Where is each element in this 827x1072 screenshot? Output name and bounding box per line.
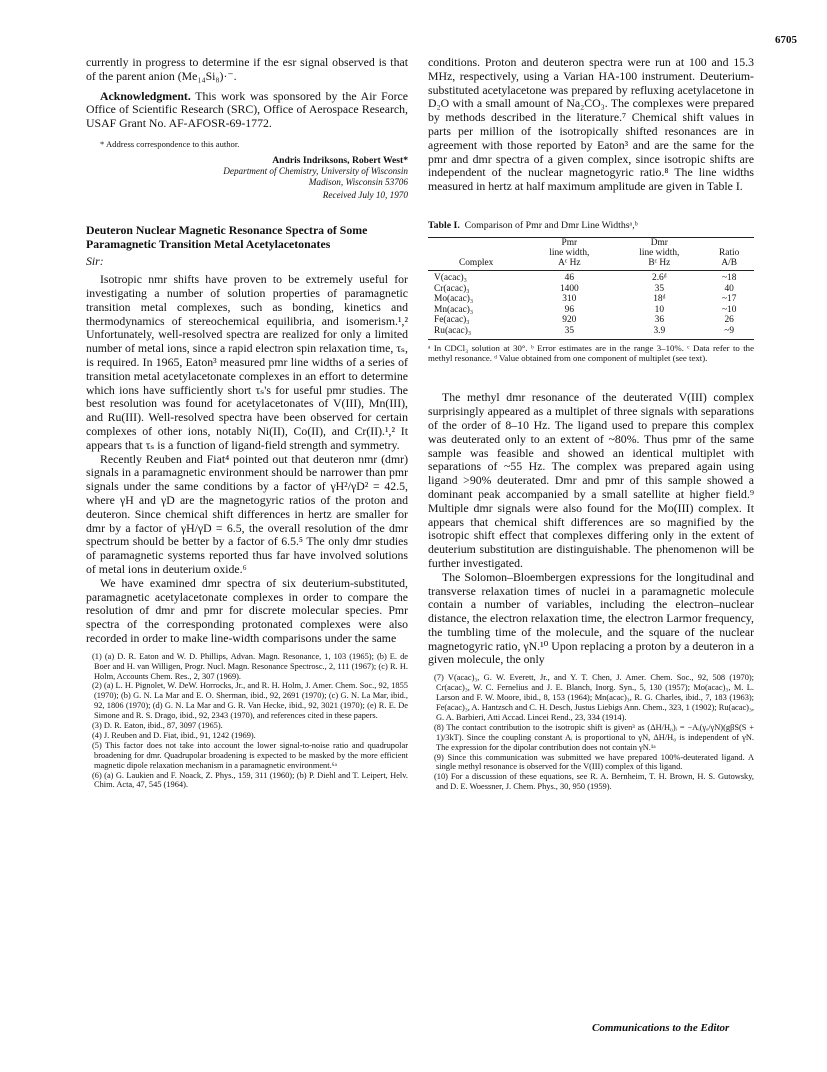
left-references xyxy=(86,652,408,791)
salutation: Sir: xyxy=(86,254,104,269)
table-cell: 96 xyxy=(564,304,574,315)
right-references xyxy=(428,673,754,792)
table-head xyxy=(428,248,524,258)
journal-section-footer: Communications to the Editor xyxy=(592,1022,730,1034)
table-label: Table I. xyxy=(428,219,460,231)
body-paragraph-4: The methyl dmr resonance of the deuterated V(III) complex surprisingly appeared as a multiplet of three signals with separations of the order of 8–10 Hz. The ligand used to prepare this complex was deuterated only to an extent of ~80%. Thus pmr of the same sample was feasible and showed an identical multiplet with separations of ~55 Hz. The complex was prepared again using ligand >90% deuterated. Dmr and pmr of this sample showed a dominant peak accompanied by a small satellite at higher field.⁹ Multiple dmr signals were also found for the Mo(III) complex. It appears that chemical shift differences are so magnified by the isotropic shift effect that complexes differing only in the extent of deuterium substitution are distinguishable. The phenomenon will be further investigated. xyxy=(428,390,754,570)
table-cell: 35 xyxy=(654,283,665,294)
table-head: line width, xyxy=(639,247,680,258)
reference-5: (5) This factor does not take into account the lower signal-to-noise ratio and quadrupolar broadening for dmr. Quadrupolar broadening is expected to be masked by the more efficient magnetic dipole relaxation mechanism in a paramagnetic environment.⁶ᵃ xyxy=(92,740,408,770)
table-cell: 36 xyxy=(654,315,665,326)
table-cell: ~9 xyxy=(704,326,754,339)
reference-7: (7) V(acac)₃, G. W. Everett, Jr., and Y. T. Chen, J. Amer. Chem. Soc., 92, 508 (1970); Cr(acac)₃, W. C. Fernelius and J. E. Blanch, Inorg. Syn., 5, 130 (1957); Mo(acac)₃, M. L. Larson and F. W. Moore, ibid., 8, 153 (1964); Mn(acac)₃, R. G. Charles, ibid., 7, 183 (1963); Fe(acac)₃, A. Hantzsch and C. H. Desch, Justus Liebigs Ann. Chem., 323, 1 (1902); Ru(acac)₃, G. A. Barbieri, Atti Accad. Lincei Rend., 23, 334 (1914). xyxy=(434,673,754,722)
table-head: A/B xyxy=(704,258,754,271)
table-row xyxy=(428,294,754,305)
table-head: Aᶜ Hz xyxy=(524,258,614,271)
ack-label: Acknowledgment. xyxy=(100,88,191,103)
table-row xyxy=(428,284,754,295)
table-cell: ~10 xyxy=(721,304,737,315)
table-head: Dmr xyxy=(614,237,704,248)
reference-9: (9) Since this communication was submitted we have prepared 100%-deuterated ligand. A single methyl resonance is observed for the V(III) complex of this ligand. xyxy=(434,752,754,772)
table-head xyxy=(428,237,524,248)
table-cell: 3.9 xyxy=(614,326,704,339)
address-note: * Address correspondence to this author. xyxy=(100,138,240,149)
left-column xyxy=(86,56,408,790)
body-paragraph-2: Recently Reuben and Fiat⁴ pointed out that deuteron nmr (dmr) signals in a paramagnetic environment should be narrower than pmr signals under the same conditions by a factor of γH²/γD² = 42.5, where γH and γD are the magnetogyric ratios of the proton and deuteron. Since chemical shift differences in hertz are smaller for dmr by a factor of γH/γD = 6.5, the overall resolution of the dmr spectrum should be better by a factor of 6.5.⁵ The only dmr studies of paramagnetic systems reported thus far have involved solutions of metal ions in deuterium oxide.⁶ xyxy=(86,451,408,576)
table-caption xyxy=(428,220,754,231)
table-cell: 310 xyxy=(562,294,577,305)
reference-3: (3) D. R. Eaton, ibid., 87, 3097 (1965). xyxy=(92,721,223,731)
table-cell: V(acac)₃ xyxy=(434,272,467,283)
body-paragraph-3: We have examined dmr spectra of six deuterium-substituted, paramagnetic acetylacetonate complexes in order to compare the resolution of dmr and pmr for discrete molecular species. Pmr spectra of the corresponding protonated complexes were also recorded in order to make line-width comparisons under the same xyxy=(86,575,408,645)
reference-2: (2) (a) L. H. Pignolet, W. DeW. Horrocks, Jr., and R. H. Holm, J. Amer. Chem. Soc., 92, 1855 (1970); (b) G. N. La Mar and E. O. Sherman, ibid., 92, 2691 (1970); (c) G. N. La Mar, ibid., 92, 1806 (1970); (d) G. N. La Mar and G. R. Van Hecke, ibid., 92, 3021 (1970); (e) R. E. De Simone and R. S. Drago, ibid., 92, 2343 (1970), and references cited in these papers. xyxy=(92,681,408,721)
table-head: line width, xyxy=(549,247,590,258)
table-cell: Fe(acac)₃ xyxy=(434,315,470,326)
ack-text: This work was sponsored by the Air Force Office of Scientific Research (SRC), Office of Aerospace Research, USAF Grant No. AF-AFOSR-69-1772. xyxy=(86,88,408,131)
table-title: Comparison of Pmr and Dmr Line Widthsᵃ,ᵇ xyxy=(464,219,638,231)
left-top-paragraph: currently in progress to determine if the esr signal observed is that of the parent anion (Me₁₄Si₈)·⁻. xyxy=(86,55,408,83)
table-cell: Mo(acac)₃ xyxy=(434,294,474,305)
table-cell: 46 xyxy=(564,272,574,283)
right-column xyxy=(428,56,754,792)
reference-10: (10) For a discussion of these equations, see R. A. Bernheim, T. H. Brown, H. S. Gutowsky, and D. E. Woessner, J. Chem. Phys., 30, 950 (1959). xyxy=(434,772,754,792)
table-cell: 26 xyxy=(724,315,734,326)
table-cell: Mn(acac)₃ xyxy=(434,304,474,315)
page-number: 6705 xyxy=(775,34,797,46)
body-paragraph-5: The Solomon–Bloembergen expressions for the longitudinal and transverse relaxation times of nuclei in a paramagnetic molecule contain a number of variables, including the electron–nuclear distance, the electron relaxation time, the electron Larmor frequency, the tumbling time of the molecule, and the square of the nuclear magnetogyric ratio, γN.¹⁰ Upon replacing a proton by a deuteron in a given molecule, the only xyxy=(428,569,754,667)
table-cell: ~17 xyxy=(721,294,737,305)
table-cell: 40 xyxy=(724,283,734,294)
table-row xyxy=(428,305,754,316)
body-paragraph-1: Isotropic nmr shifts have proven to be extremely useful for investigating a number of solution properties of paramagnetic transition metal complexes, such as bonding, kinetics and thermodynamics of stereochemical equilibria, and isomerism.¹,² Unfortunately, well-resolved spectra are realized for only a limited number of metal ions, since a rapid electron spin relaxation time, τₛ, is required. In 1965, Eaton³ measured pmr line widths of a series of transition metal acetylacetonate complexes in an effort to determine which ions have sufficiently short τₛ's for useful pmr studies. The best resolution was found for acetylacetonates of V(III), Mn(III), and Ru(III). Well-resolved spectra have been observed for certain complexes of other ions, notably Ni(II), Co(II), and Cr(II).¹,² It appears that τₛ is a function of ligand-field strength and symmetry. xyxy=(86,272,408,452)
affiliation-line-2: Madison, Wisconsin 53706 xyxy=(308,177,408,188)
reference-4: (4) J. Reuben and D. Fiat, ibid., 91, 1242 (1969). xyxy=(92,730,256,740)
table-head: Bᶜ Hz xyxy=(614,258,704,271)
table-row xyxy=(428,326,754,339)
table-cell: 1400 xyxy=(559,283,579,294)
table-head: Pmr xyxy=(524,237,614,248)
table-head: Ratio xyxy=(719,247,740,258)
table-cell: 18ᵈ xyxy=(653,294,666,305)
reference-8: (8) The contact contribution to the isotropic shift is given³ as (ΔH/H₀)ᵢ = −Aᵢ(γₑ/γN)(gβS(S + 1)/3kT). Since the coupling constant Aᵢ is proportional to γN, ΔH/H₀ is independent of γN. The expression for the dipolar contribution does not contain γN.¹ᵃ xyxy=(434,722,754,752)
authors: Andris Indriksons, Robert West* xyxy=(272,155,408,167)
affiliation-line-1: Department of Chemistry, University of Wisconsin xyxy=(223,166,408,177)
table-cell: ~18 xyxy=(721,272,737,283)
table-cell: 35 xyxy=(524,326,614,339)
table-row xyxy=(428,270,754,283)
acknowledgment xyxy=(86,90,408,131)
table-cell: Ru(acac)₃ xyxy=(428,326,524,339)
line-width-table xyxy=(428,237,754,340)
article-title: Deuteron Nuclear Magnetic Resonance Spectra of Some Paramagnetic Transition Metal Acetylacetonates xyxy=(86,222,368,251)
table-cell: Cr(acac)₃ xyxy=(434,283,470,294)
table-footnote: ᵃ In CDCl₃ solution at 30°. ᵇ Error estimates are in the range 3–10%. ᶜ Data refer to the methyl resonance. ᵈ Value obtained from one component of multiplet (see text). xyxy=(428,342,754,363)
reference-6: (6) (a) G. Laukien and F. Noack, Z. Phys., 159, 311 (1960); (b) P. Diehl and T. Leipert, Helv. Chim. Acta, 47, 545 (1964). xyxy=(92,770,408,790)
reference-1: (1) (a) D. R. Eaton and W. D. Phillips, Advan. Magn. Resonance, 1, 103 (1965); (b) E. de Boer and H. van Willigen, Progr. Nucl. Magn. Resonance Spectrosc., 2, 111 (1967); (c) R. H. Holm, Accounts Chem. Res., 2, 307 (1969). xyxy=(92,651,408,681)
right-top-paragraph: conditions. Proton and deuteron spectra were run at 100 and 15.3 MHz, respectively, using a Varian HA-100 instrument. Deuterium-substituted acetylacetone was prepared by refluxing acetylacetone in D₂O with a small amount of Na₂CO₃. The complexes were prepared by methods described in the literature.⁷ Chemical shift values in parts per million of the isotropically shifted resonances are in agreement with those reported by Eaton³ and are the same for the pmr and dmr spectra of a given complex, since isotropic shifts are independent of the nuclear magnetogyric ratio.⁸ The line widths measured in hertz at half maximum amplitude are given in Table I. xyxy=(428,55,754,194)
table-row xyxy=(428,315,754,326)
table-head: Complex xyxy=(428,258,524,271)
table-cell: 10 xyxy=(654,304,665,315)
received-date: Received July 10, 1970 xyxy=(322,189,408,200)
table-cell: 920 xyxy=(562,315,577,326)
table-cell: 2.6ᵈ xyxy=(652,272,667,283)
table-head xyxy=(704,237,754,248)
